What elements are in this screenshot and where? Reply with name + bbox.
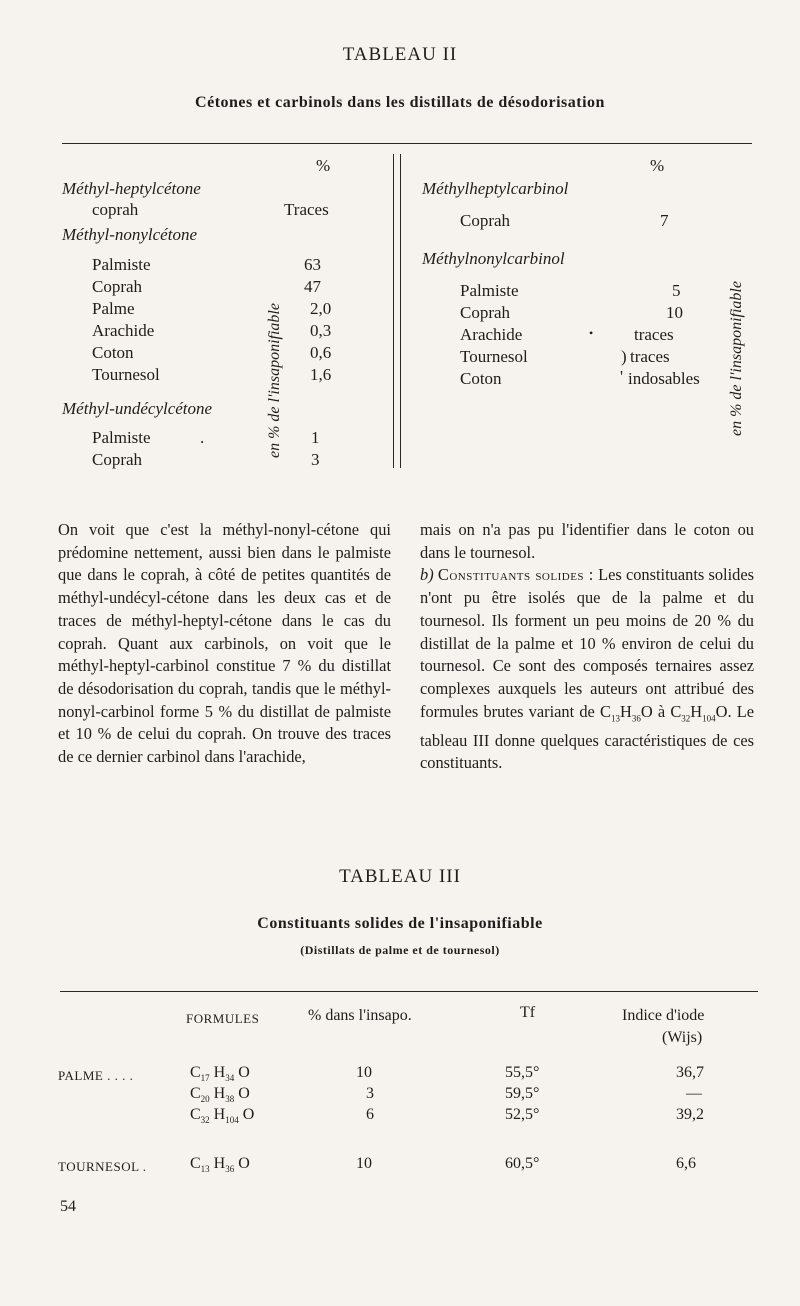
table3-row-iode: —: [686, 1085, 702, 1102]
table2-row-value: 3: [311, 450, 320, 469]
table3-row-tf: 60,5°: [505, 1155, 540, 1172]
table3-row-formula: $C_{20}$ $H_{38}$ O: [190, 1085, 250, 1105]
paragraph: On voit que c'est la méthyl-nonyl-cétone qui prédomine nettement, aussi bien dans le palmiste que dans le coprah, à côté de petites quantités de méthyl-undécyl-cétone dans les deux cas et de traces de méthyl-heptyl-cétone dans le cas du coprah. Quant aux carbinols, on voit que le méthyl-heptyl-carbinol constitue 7 % du distillat de désodorisation du coprah, tandis que le méthyl-nonyl-carbinol forme 5 % du distillat de palmiste et 10 % de celui du coprah. On trouve des traces de ce dernier carbinol dans l'arachide,: [58, 520, 391, 767]
table2-group-name: Méthyl-undécylcétone: [62, 399, 213, 418]
table2-row-label: Palme: [92, 299, 135, 318]
table2-left-unit: %: [316, 156, 331, 175]
text-span: Les constituants solides n'ont pu être isolés que de la palme et du tournesol. Ils forment un peu moins de 20 % du distillat de la palme et 10 % environ de celui du tournesol. Ce sont des composés ternaires assez complexes auxquels les auteurs ont attribué des formules brutes variant de: [420, 565, 755, 721]
table3-row-formula: $C_{32}$ $H_{104}$ O: [190, 1106, 255, 1126]
table2-row-label: Tournesol: [460, 347, 528, 366]
table3-top-rule: [60, 991, 758, 992]
table2-row-value: 2,0: [310, 299, 332, 318]
page-number: 54: [60, 1198, 76, 1215]
table3-header-pct: % dans l'insapo.: [308, 1007, 412, 1024]
table2-brace-bottom: ': [620, 367, 624, 386]
table2-leader-dot: .: [200, 428, 205, 447]
table2-row-value: 1: [311, 428, 320, 447]
table3-row-pct: 10: [356, 1155, 372, 1172]
table2-title: TABLEAU II: [342, 44, 458, 65]
table2-row-label: Arachide: [92, 321, 155, 340]
table3-header-iode: Indice d'iode: [622, 1007, 705, 1024]
table2-row-label: Coton: [92, 343, 134, 362]
text-left-column: [58, 519, 391, 769]
text-span: à: [657, 701, 666, 721]
table2-left-vertical-label: en % de l'insaponifiable: [266, 303, 283, 458]
table3-row-iode: 36,7: [676, 1064, 704, 1081]
table3-row-formula: $C_{13}$ $H_{36}$ O: [190, 1155, 250, 1175]
table2-row-label: Coprah: [460, 211, 511, 230]
table2-row-label: Coprah: [92, 277, 143, 296]
table2-row-label: Coprah: [92, 450, 143, 469]
table2-bullet: •: [589, 326, 594, 340]
table2-brace-top: ): [621, 347, 627, 366]
text-right-column: [420, 519, 754, 775]
table2-subtitle: Cétones et carbinols dans les distillats de désodorisation: [195, 94, 605, 111]
table2-right-unit: %: [650, 156, 665, 175]
table2-row-label: Coprah: [460, 303, 511, 322]
table3-row-tf: 59,5°: [505, 1085, 540, 1102]
table2-row-value: 47: [304, 277, 321, 296]
table3-row-pct: 6: [366, 1106, 374, 1123]
table2-row-label: Palmiste: [460, 281, 519, 300]
table3-row-tf: 55,5°: [505, 1064, 540, 1081]
text-span: . Le tableau III donne quelques caractéristiques de ces constituants.: [420, 701, 755, 773]
table2-group-name: Méthyl-heptylcétone: [62, 179, 201, 198]
table3-header-tf: Tf: [520, 1004, 536, 1021]
table2-group-name: Méthylnonylcarbinol: [422, 249, 565, 268]
table3-row-iode: 6,6: [676, 1155, 696, 1172]
table2-group-name: Méthyl-nonylcétone: [62, 225, 197, 244]
item-marker: b): [420, 565, 434, 585]
table2-divider-2: [400, 154, 401, 468]
table2-row-value: traces: [634, 325, 674, 344]
table3-header-formules: FORMULES: [186, 1011, 260, 1026]
table3-row-iode: 39,2: [676, 1106, 704, 1123]
table2-row-label: Tournesol: [92, 365, 160, 384]
table3-title: TABLEAU III: [339, 866, 461, 887]
table2-top-rule: [62, 143, 752, 144]
table3-row-source: TOURNESOL .: [58, 1159, 147, 1174]
table3-row-pct: 10: [356, 1064, 372, 1081]
table3-row-pct: 3: [366, 1085, 374, 1102]
table2-row-value: Traces: [284, 200, 329, 219]
paragraph: mais on n'a pas pu l'identifier dans le coton ou dans le tournesol.: [420, 520, 754, 562]
table3-subtitle: Constituants solides de l'insaponifiable: [257, 915, 543, 932]
table3-subsubtitle: (Distillats de palme et de tournesol): [300, 943, 500, 957]
table3-row-source: PALME . . . .: [58, 1068, 134, 1083]
formula: $C_{32}H_{104}O$: [670, 701, 728, 723]
table2-divider-1: [393, 154, 394, 468]
table2-group-name: Méthylheptylcarbinol: [422, 179, 569, 198]
table2-row-label: Palmiste: [92, 428, 151, 447]
paragraph: [420, 564, 754, 775]
table3-row-formula: $C_{17}$ $H_{34}$ O: [190, 1064, 250, 1084]
table2-row-label: coprah: [92, 200, 139, 219]
table2-row-value: 63: [304, 255, 321, 274]
table2-row-value: 0,6: [310, 343, 332, 362]
table2-row-value: 0,3: [310, 321, 332, 340]
table2-row-label: Palmiste: [92, 255, 151, 274]
table3-header-wijs: (Wijs): [662, 1029, 703, 1046]
table2-right-vertical-label: en % de l'insaponifiable: [728, 281, 745, 436]
table2-row-value: 7: [660, 211, 669, 230]
table2-row-label: Coton: [460, 369, 502, 388]
table2-row-label: Arachide: [460, 325, 523, 344]
table2-row-value: indosables: [628, 369, 700, 388]
formula: $C_{13}H_{36}O$: [600, 701, 653, 723]
table3-row-tf: 52,5°: [505, 1106, 540, 1123]
table2-row-value: 5: [672, 281, 681, 300]
table2-row-value: 1,6: [310, 365, 332, 384]
table2-row-value: 10: [666, 303, 683, 322]
table2-row-value: traces: [630, 347, 670, 366]
section-heading: Constituants solides :: [437, 565, 594, 585]
